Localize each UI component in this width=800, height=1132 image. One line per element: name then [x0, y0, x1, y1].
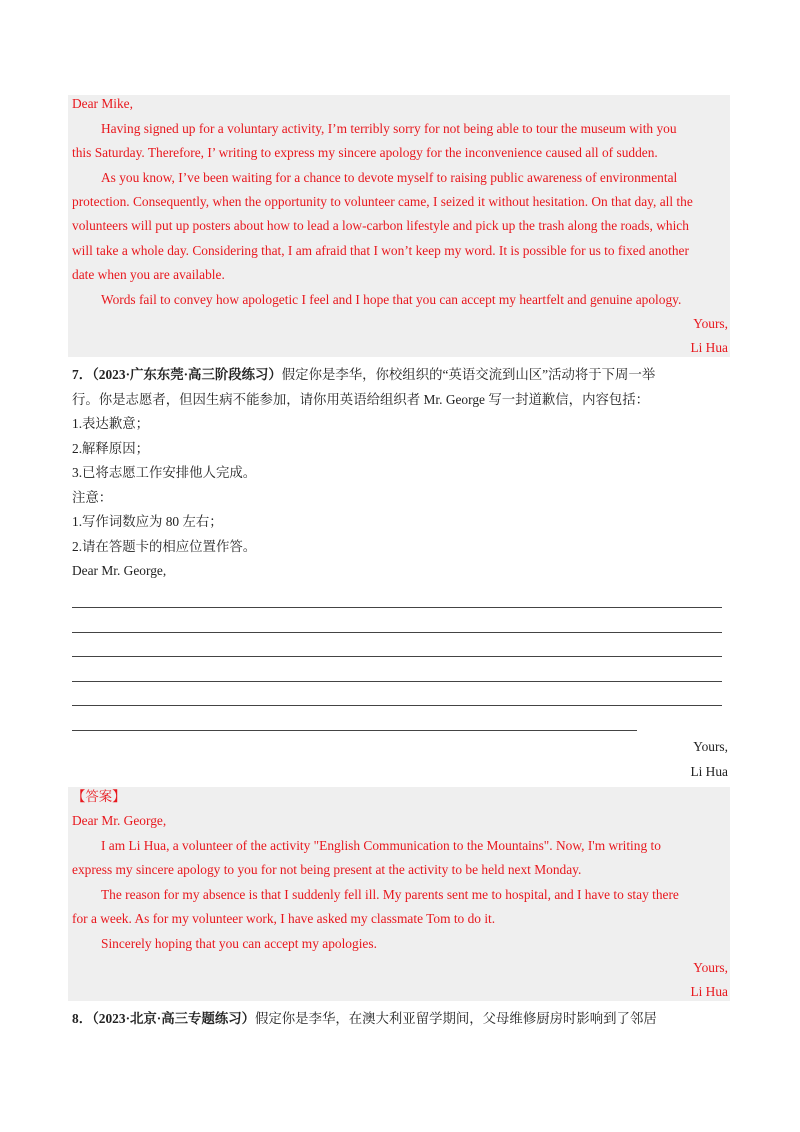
question7-point-3: 3.已将志愿工作安排他人完成。: [72, 465, 257, 480]
letter1-p2-line3: volunteers will put up posters about how to lead a low-carbon lifestyle and pick up the trash along the roads, which: [72, 218, 689, 233]
question7-salutation: Dear Mr. George,: [72, 563, 167, 578]
question7-header: [72, 366, 655, 384]
answer7-p2-line1: The reason for my absence is that I suddenly fell ill. My parents sent me to hospital, and I have to stay there: [101, 887, 679, 902]
question7-number: 7．: [72, 367, 93, 382]
question7-point-1: 1.表达歉意；: [72, 416, 149, 431]
writing-line-1: [72, 607, 722, 608]
letter1-p2-line1: As you know, I’ve been waiting for a chance to devote myself to raising public awareness of environmental: [101, 170, 678, 185]
letter1-p2-line5: date when you are available.: [72, 267, 225, 282]
letter1-closing: Yours,: [693, 316, 728, 331]
writing-line-4: [72, 681, 722, 682]
letter1-signature: Li Hua: [690, 340, 728, 355]
writing-line-5: [72, 705, 722, 706]
question8-prompt-line1: 假定你是李华，在澳大利亚留学期间，父母维修厨房时影响到了邻居: [255, 1011, 657, 1026]
question8-number: 8．: [72, 1011, 93, 1026]
question7-point-2: 2.解释原因；: [72, 441, 149, 456]
answer7-p2-line2: for a week. As for my volunteer work, I have asked my classmate Tom to do it.: [72, 911, 496, 926]
question7-notes-title: 注意：: [72, 490, 113, 505]
letter1-p3-line1: Words fail to convey how apologetic I feel and I hope that you can accept my heartfelt and genuine apology.: [101, 292, 682, 307]
answer7-closing: Yours,: [693, 960, 728, 975]
question8-header: [72, 1010, 657, 1028]
answer7-p3-line1: Sincerely hoping that you can accept my apologies.: [101, 936, 377, 951]
answer7-salutation: Dear Mr. George,: [72, 813, 167, 828]
answer7-p1-line1: I am Li Hua, a volunteer of the activity "English Communication to the Mountains". Now, I'm writing to: [101, 838, 661, 853]
answer7-p1-line2: express my sincere apology to you for not being present at the activity to be held next Monday.: [72, 862, 582, 877]
question7-closing: Yours,: [693, 739, 728, 754]
letter1-p1-line1: Having signed up for a voluntary activity, I’m terribly sorry for not being able to tour the museum with you: [101, 121, 677, 136]
question7-source: （2023·广东东莞·高三阶段练习）: [92, 367, 282, 382]
writing-line-2: [72, 632, 722, 633]
answer7-label: 【答案】: [72, 789, 126, 804]
writing-line-6: [72, 730, 637, 731]
letter1-p1-line2: this Saturday. Therefore, I’ writing to express my sincere apology for the inconvenience caused all of sudden.: [72, 145, 658, 160]
question7-note-1: 1.写作词数应为 80 左右；: [72, 514, 223, 529]
question7-prompt-line2: 行。你是志愿者，但因生病不能参加，请你用英语给组织者 Mr. George 写一封道歉信，内容包括：: [72, 392, 650, 407]
question7-prompt-line1: 假定你是李华，你校组织的“英语交流到山区”活动将于下周一举: [281, 367, 656, 382]
letter1-p2-line2: protection. Consequently, when the opportunity to volunteer came, I seized it without hesitation. On that day, all the: [72, 194, 693, 209]
writing-line-3: [72, 656, 722, 657]
letter1-p2-line4: will take a whole day. Considering that, I am afraid that I won’t keep my word. It is possible for us to fixed another: [72, 243, 689, 258]
question7-signature: Li Hua: [690, 764, 728, 779]
answer7-signature: Li Hua: [690, 984, 728, 999]
question7-note-2: 2.请在答题卡的相应位置作答。: [72, 539, 257, 554]
question8-source: （2023·北京·高三专题练习）: [92, 1011, 256, 1026]
letter1-salutation: Dear Mike,: [72, 96, 133, 111]
